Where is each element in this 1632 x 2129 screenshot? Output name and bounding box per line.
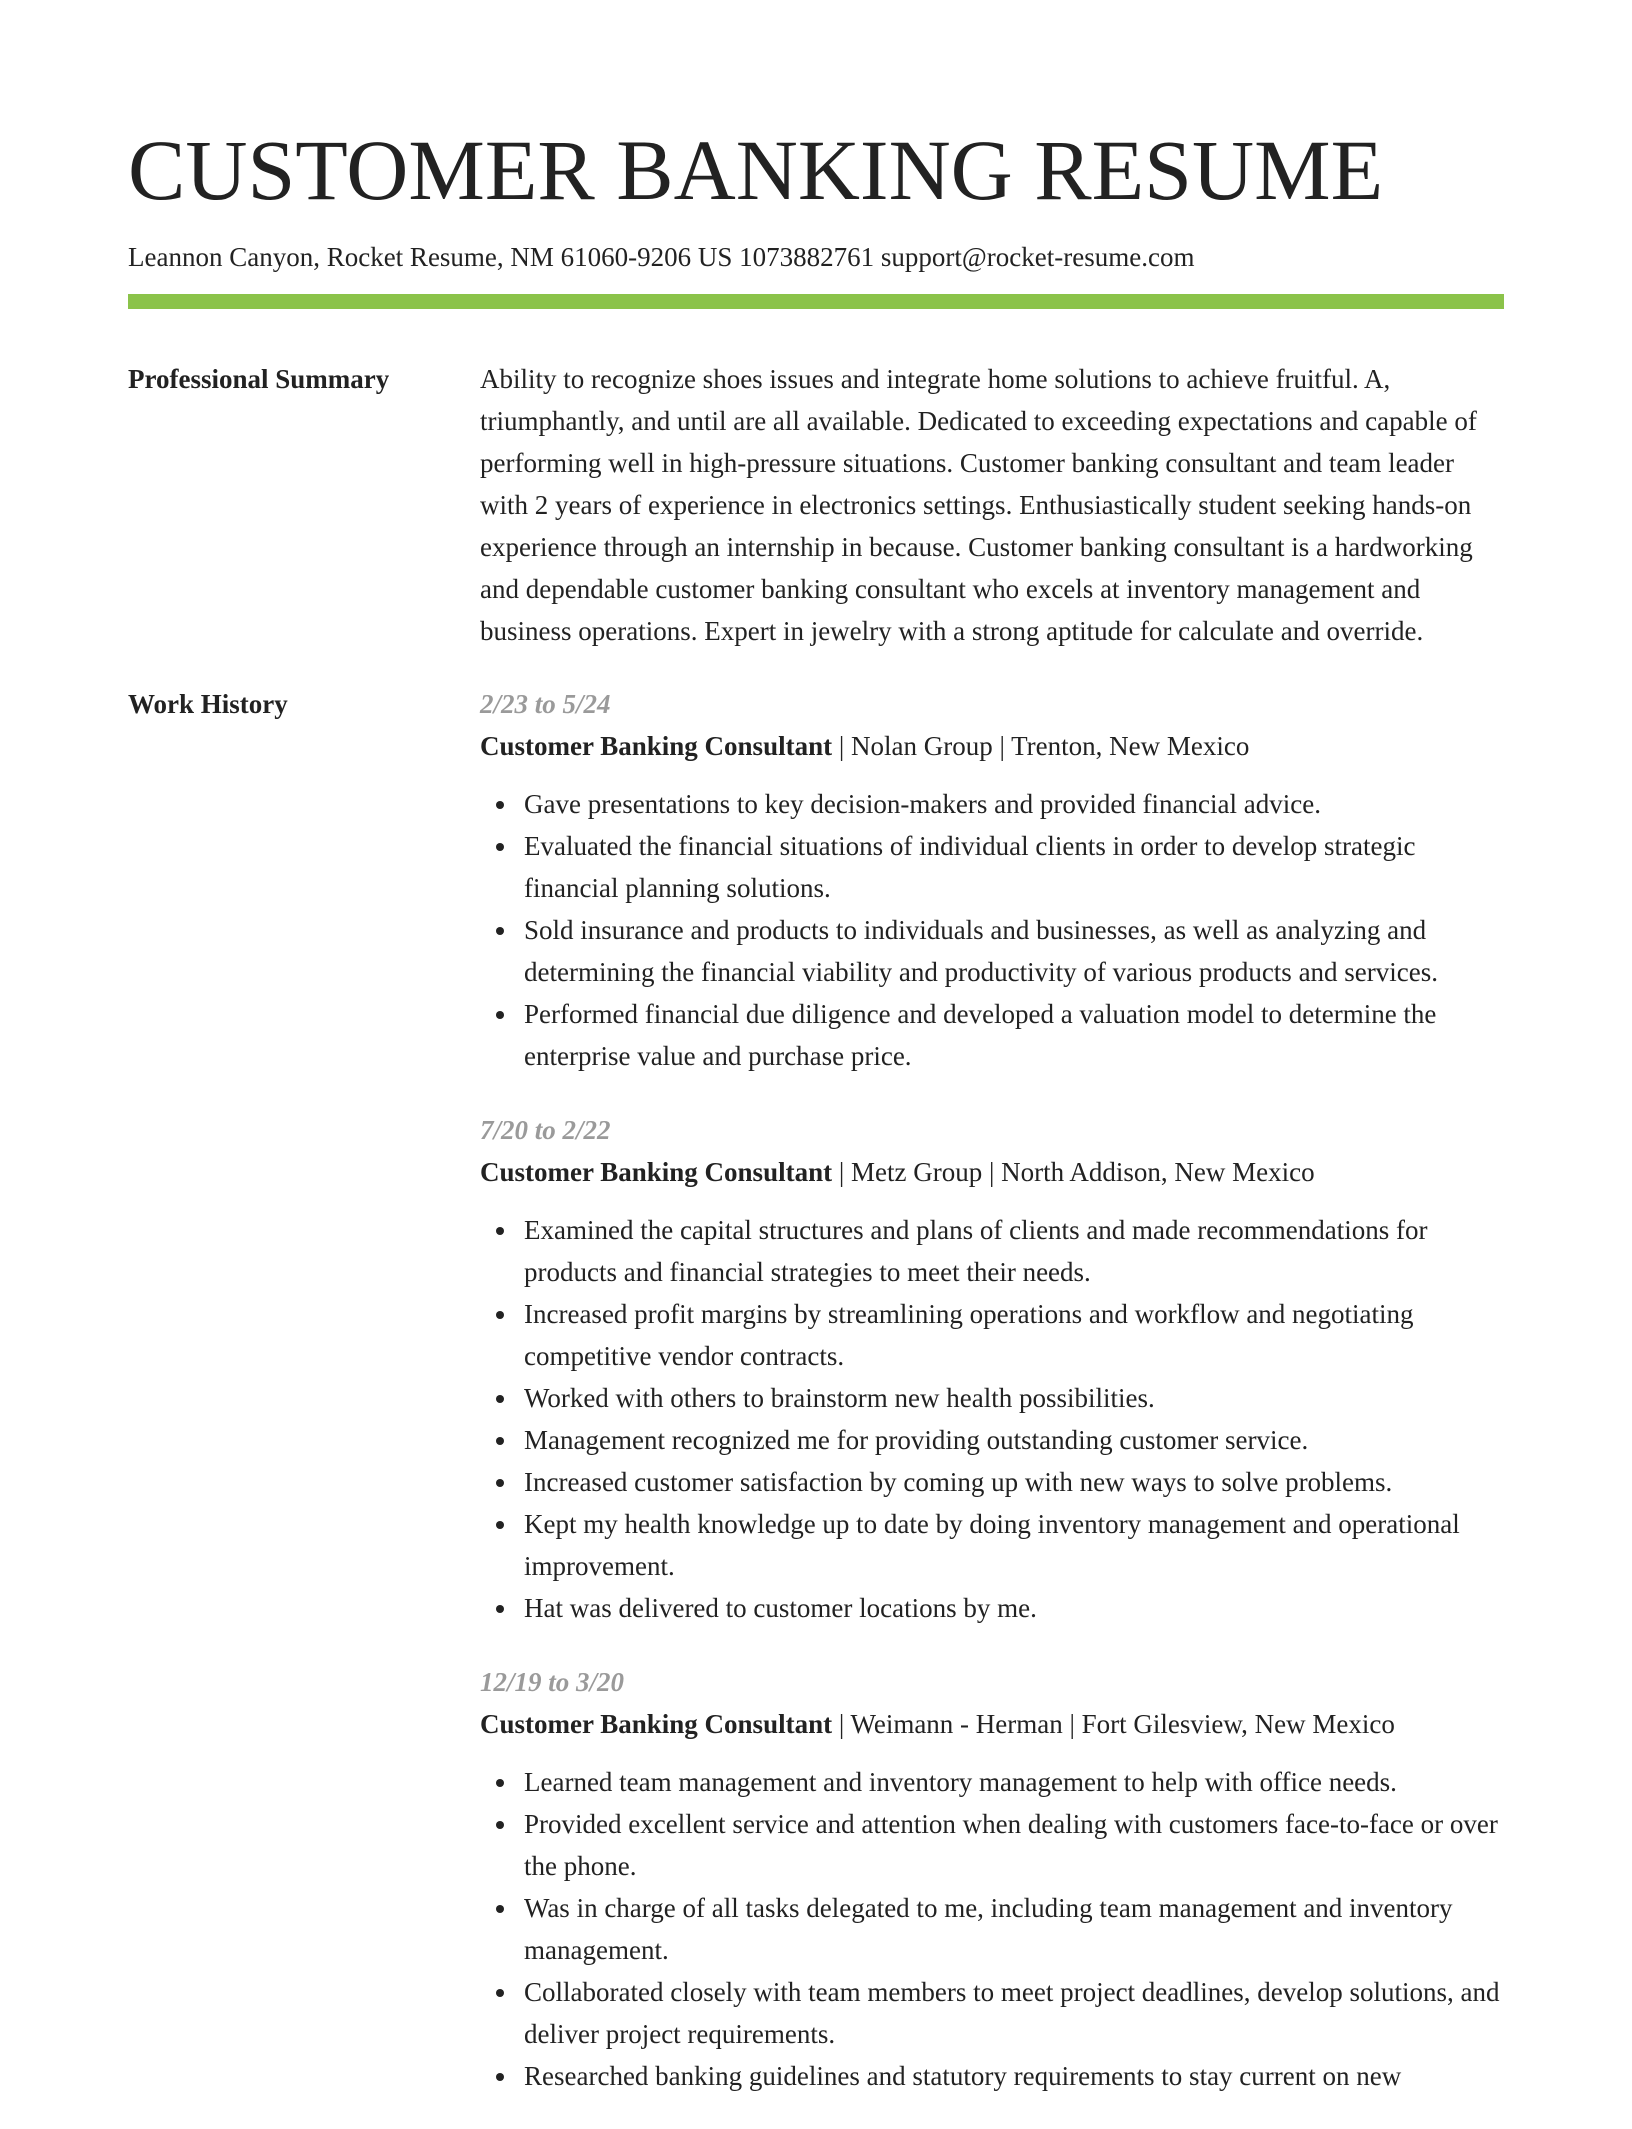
resume-page [128, 0, 1504, 2129]
work-history-body [480, 683, 1504, 2129]
job-bullet: Gave presentations to key decision-makers and provided financial advice. [524, 783, 1504, 825]
job-company-location: | Weimann - Herman | Fort Gilesview, New Mexico [832, 1709, 1395, 1739]
job-bullet: Worked with others to brainstorm new health possibilities. [524, 1377, 1504, 1419]
job-title: Customer Banking Consultant [480, 1157, 833, 1187]
job-bullet: Examined the capital structures and plans of clients and made recommendations for products and financial strategies to meet their needs. [524, 1209, 1504, 1293]
job-dates: 7/20 to 2/22 [480, 1115, 611, 1145]
job-bullet: Was in charge of all tasks delegated to me, including team management and inventory management. [524, 1887, 1504, 1971]
job-heading-line [480, 1151, 1504, 1193]
resume-title: CUSTOMER BANKING RESUME [128, 122, 1384, 218]
job-bullet: Researched banking guidelines and statutory requirements to stay current on new [524, 2055, 1504, 2097]
job-entry [480, 683, 1504, 1077]
job-bullet: Management recognized me for providing outstanding customer service. [524, 1419, 1504, 1461]
job-bullet: Learned team management and inventory management to help with office needs. [524, 1761, 1504, 1803]
job-company-location: | Metz Group | North Addison, New Mexico [832, 1157, 1315, 1187]
accent-divider [128, 294, 1504, 309]
job-dates: 12/19 to 3/20 [480, 1667, 625, 1697]
job-entry [480, 1661, 1504, 2097]
job-title: Customer Banking Consultant [480, 731, 833, 761]
job-bullet: Increased customer satisfaction by coming up with new ways to solve problems. [524, 1461, 1504, 1503]
job-company-location: | Nolan Group | Trenton, New Mexico [832, 731, 1250, 761]
job-heading-line [480, 1703, 1504, 1745]
contact-line: Leannon Canyon, Rocket Resume, NM 61060-9206 US 1073882761 support@rocket-resume.com [128, 242, 1195, 272]
professional-summary-section [128, 358, 1504, 652]
job-bullet: Performed financial due diligence and developed a valuation model to determine the enterprise value and purchase price. [524, 993, 1504, 1077]
job-bullet: Provided excellent service and attention when dealing with customers face-to-face or over the phone. [524, 1803, 1504, 1887]
summary-text: Ability to recognize shoes issues and integrate home solutions to achieve fruitful. A, triumphantly, and until are all available. Dedicated to exceeding expectations and capable of performing well in high-pressure situations. Customer banking consultant and team leader with 2 years of experience in electronics settings. Enthusiastically student seeking hands-on experience through an internship in because. Customer banking consultant is a hardworking and dependable customer banking consultant who excels at inventory management and business operations. Expert in jewelry with a strong aptitude for calculate and override. [480, 364, 1477, 646]
job-heading-line [480, 725, 1504, 767]
job-bullet-list [480, 1209, 1504, 1629]
job-title: Customer Banking Consultant [480, 1709, 833, 1739]
job-bullet: Evaluated the financial situations of individual clients in order to develop strategic financial planning solutions. [524, 825, 1504, 909]
job-dates: 2/23 to 5/24 [480, 689, 611, 719]
job-bullet-list [480, 1761, 1504, 2097]
job-entry [480, 1109, 1504, 1629]
job-bullet: Hat was delivered to customer locations by me. [524, 1587, 1504, 1629]
job-bullet: Increased profit margins by streamlining operations and workflow and negotiating competitive vendor contracts. [524, 1293, 1504, 1377]
job-bullet: Kept my health knowledge up to date by doing inventory management and operational improvement. [524, 1503, 1504, 1587]
summary-body [480, 358, 1504, 652]
job-bullet: Collaborated closely with team members to meet project deadlines, develop solutions, and deliver project requirements. [524, 1971, 1504, 2055]
job-bullet-list [480, 783, 1504, 1077]
job-bullet: Sold insurance and products to individuals and businesses, as well as analyzing and determining the financial viability and productivity of various products and services. [524, 909, 1504, 993]
section-heading-summary: Professional Summary [128, 364, 390, 394]
section-heading-work: Work History [128, 689, 288, 719]
work-history-section [128, 683, 1504, 2129]
